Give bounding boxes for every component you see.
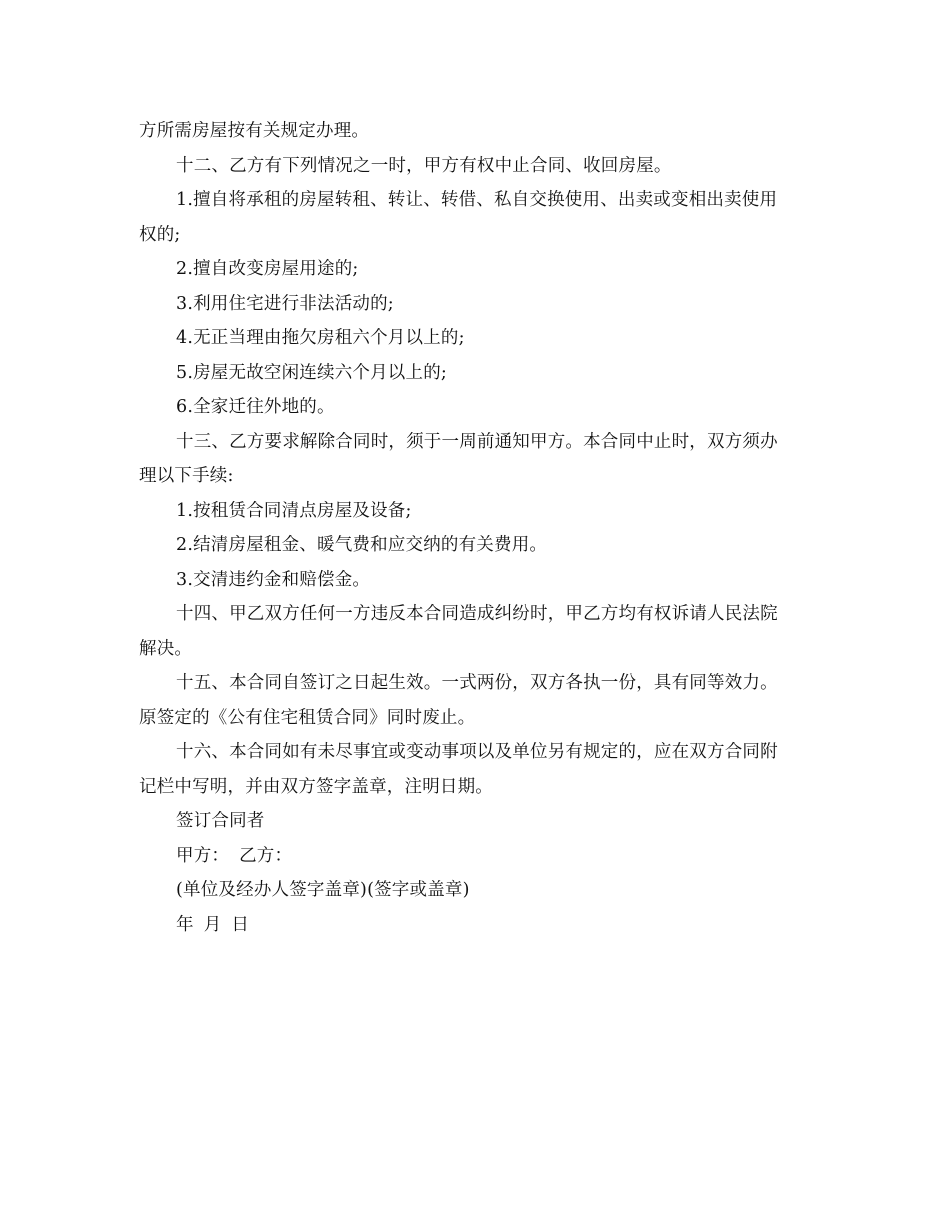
signature-date bbox=[139, 908, 815, 943]
clause-12-item-1: 1.擅自将承租的房屋转租、转让、转借、私自交换使用、出卖或变相出卖使用 bbox=[176, 190, 778, 210]
clause-12-item-1-continued: 权的; bbox=[139, 224, 181, 245]
party-b-note: (签字或盖章) bbox=[367, 880, 470, 900]
clause-14: 十四、甲乙双方任何一方违反本合同造成纠纷时，甲乙方均有权诉请人民法院 bbox=[176, 604, 778, 624]
date-day: 日 bbox=[231, 914, 250, 935]
clause-12-heading: 十二、乙方有下列情况之一时，甲方有权中止合同、收回房屋。 bbox=[176, 155, 672, 176]
clause-12-item-4: 4.无正当理由拖欠房租六个月以上的; bbox=[176, 328, 465, 348]
date-month: 月 bbox=[203, 914, 222, 935]
clause-13-heading: 十三、乙方要求解除合同时，须于一周前通知甲方。本合同中止时，双方须办 bbox=[176, 431, 778, 452]
clause-15-continued: 原签定的《公有住宅租赁合同》同时废止。 bbox=[139, 707, 476, 728]
clause-12-item-2: 2.擅自改变房屋用途的; bbox=[176, 259, 359, 279]
clause-13-item-1: 1.按租赁合同清点房屋及设备; bbox=[176, 500, 412, 521]
signature-notes bbox=[139, 873, 815, 908]
clause-12-item-6: 6.全家迁往外地的。 bbox=[176, 397, 335, 417]
clause-16: 十六、本合同如有未尽事宜或变动事项以及单位另有规定的，应在双方合同附 bbox=[176, 742, 778, 762]
date-year: 年 bbox=[176, 914, 194, 935]
party-a-note: (单位及经办人签字盖章) bbox=[176, 880, 368, 900]
clause-12-item-5: 5.房屋无故空闲连续六个月以上的; bbox=[176, 362, 447, 383]
party-b-label: 乙方： bbox=[239, 845, 293, 866]
clause-13-item-3: 3.交清违约金和赔偿金。 bbox=[176, 569, 371, 590]
party-a-label: 甲方： bbox=[176, 845, 230, 866]
clause-13-item-2: 2.结清房屋租金、暖气费和应交纳的有关费用。 bbox=[176, 535, 548, 555]
clause-14-continued: 解决。 bbox=[139, 638, 193, 659]
clause-13-heading-continued: 理以下手续: bbox=[139, 466, 234, 486]
document-body bbox=[139, 114, 815, 942]
signature-parties bbox=[139, 839, 815, 874]
clause-15: 十五、本合同自签订之日起生效。一式两份，双方各执一份，具有同等效力。 bbox=[176, 673, 778, 693]
signatories-heading: 签订合同者 bbox=[176, 811, 265, 831]
clause-16-continued: 记栏中写明，并由双方签字盖章，注明日期。 bbox=[139, 776, 493, 797]
clause-12-item-3: 3.利用住宅进行非法活动的; bbox=[176, 293, 394, 314]
paragraph-line: 方所需房屋按有关规定办理。 bbox=[139, 121, 370, 141]
